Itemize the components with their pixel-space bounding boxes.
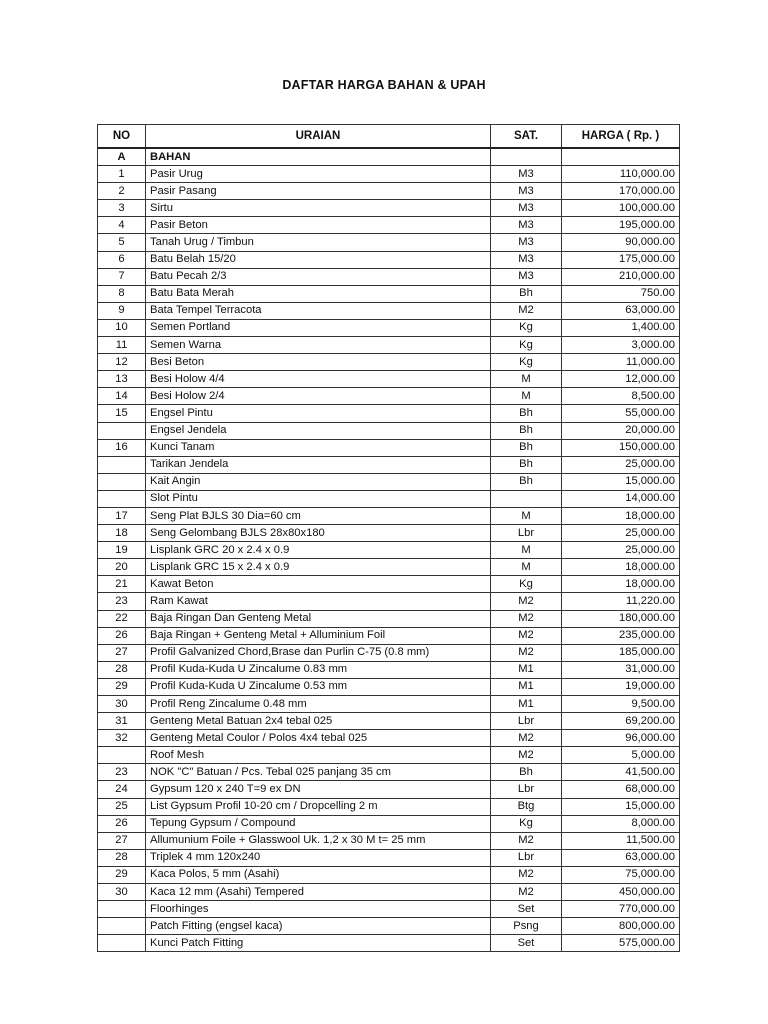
cell-uraian: Roof Mesh — [146, 747, 491, 764]
section-row — [98, 148, 680, 166]
cell-harga: 15,000.00 — [562, 798, 680, 815]
cell-no: 3 — [98, 200, 146, 217]
table-row — [98, 525, 680, 542]
cell-no: 28 — [98, 661, 146, 678]
cell-no: 6 — [98, 251, 146, 268]
cell-sat: Psng — [491, 918, 562, 935]
cell-harga: 195,000.00 — [562, 217, 680, 234]
cell-sat: M2 — [491, 593, 562, 610]
table-row — [98, 285, 680, 302]
header-row — [98, 125, 680, 149]
table-row — [98, 319, 680, 336]
cell-sat: Bh — [491, 764, 562, 781]
table-row — [98, 730, 680, 747]
cell-no — [98, 935, 146, 952]
cell-sat: M2 — [491, 832, 562, 849]
table-row — [98, 302, 680, 319]
cell-sat: Kg — [491, 319, 562, 336]
cell-no: 1 — [98, 166, 146, 183]
cell-sat: M1 — [491, 661, 562, 678]
cell-no: 31 — [98, 713, 146, 730]
table-row — [98, 217, 680, 234]
cell-sat: Set — [491, 935, 562, 952]
header-uraian: URAIAN — [146, 125, 491, 149]
table-row — [98, 576, 680, 593]
cell-harga: 8,000.00 — [562, 815, 680, 832]
cell-no: 30 — [98, 884, 146, 901]
cell-uraian: Kaca 12 mm (Asahi) Tempered — [146, 884, 491, 901]
cell-harga: 25,000.00 — [562, 456, 680, 473]
cell-harga: 180,000.00 — [562, 610, 680, 627]
cell-uraian: Besi Beton — [146, 354, 491, 371]
table-row — [98, 798, 680, 815]
table-row — [98, 849, 680, 866]
cell-sat: Kg — [491, 354, 562, 371]
table-row — [98, 354, 680, 371]
cell-harga: 19,000.00 — [562, 678, 680, 695]
cell-no: 27 — [98, 644, 146, 661]
cell-no: 24 — [98, 781, 146, 798]
table-row — [98, 234, 680, 251]
table-row — [98, 439, 680, 456]
cell-harga: 69,200.00 — [562, 713, 680, 730]
table-row — [98, 713, 680, 730]
cell-uraian: Genteng Metal Batuan 2x4 tebal 025 — [146, 713, 491, 730]
header-sat: SAT. — [491, 125, 562, 149]
cell-sat: Lbr — [491, 525, 562, 542]
cell-no: 19 — [98, 542, 146, 559]
cell-no: 9 — [98, 302, 146, 319]
cell-harga: 31,000.00 — [562, 661, 680, 678]
cell-harga: 100,000.00 — [562, 200, 680, 217]
cell-harga: 150,000.00 — [562, 439, 680, 456]
cell-no: 18 — [98, 525, 146, 542]
cell-harga: 18,000.00 — [562, 559, 680, 576]
cell-uraian: Lisplank GRC 20 x 2.4 x 0.9 — [146, 542, 491, 559]
cell-no: 25 — [98, 798, 146, 815]
cell-sat: Kg — [491, 576, 562, 593]
cell-no — [98, 490, 146, 507]
table-row — [98, 627, 680, 644]
cell-no: 15 — [98, 405, 146, 422]
cell-no: 26 — [98, 627, 146, 644]
cell-no: 4 — [98, 217, 146, 234]
header-harga: HARGA ( Rp. ) — [562, 125, 680, 149]
cell-uraian: Besi Holow 2/4 — [146, 388, 491, 405]
cell-no: 5 — [98, 234, 146, 251]
cell-uraian: Sirtu — [146, 200, 491, 217]
cell-sat: Bh — [491, 439, 562, 456]
cell-sat: Bh — [491, 456, 562, 473]
cell-sat: Btg — [491, 798, 562, 815]
table-row — [98, 268, 680, 285]
cell-harga: 8,500.00 — [562, 388, 680, 405]
table-row — [98, 593, 680, 610]
cell-uraian: Engsel Jendela — [146, 422, 491, 439]
cell-harga: 55,000.00 — [562, 405, 680, 422]
cell-no: 10 — [98, 319, 146, 336]
cell-sat: M — [491, 542, 562, 559]
table-row — [98, 405, 680, 422]
header-no: NO — [98, 125, 146, 149]
cell-harga: 770,000.00 — [562, 901, 680, 918]
cell-uraian: Semen Portland — [146, 319, 491, 336]
cell-harga: 18,000.00 — [562, 576, 680, 593]
cell-harga: 12,000.00 — [562, 371, 680, 388]
cell-sat: M2 — [491, 302, 562, 319]
cell-uraian: Tepung Gypsum / Compound — [146, 815, 491, 832]
table-row — [98, 337, 680, 354]
table-row — [98, 747, 680, 764]
cell-harga: 210,000.00 — [562, 268, 680, 285]
cell-no: 23 — [98, 593, 146, 610]
table-row — [98, 935, 680, 952]
cell-no: 23 — [98, 764, 146, 781]
cell-harga: 750.00 — [562, 285, 680, 302]
cell-harga: 800,000.00 — [562, 918, 680, 935]
cell-uraian: Bata Tempel Terracota — [146, 302, 491, 319]
cell-uraian: Batu Bata Merah — [146, 285, 491, 302]
table-row — [98, 490, 680, 507]
cell-harga: 185,000.00 — [562, 644, 680, 661]
cell-harga: 450,000.00 — [562, 884, 680, 901]
cell-no — [98, 901, 146, 918]
cell-sat: Bh — [491, 473, 562, 490]
cell-harga: 15,000.00 — [562, 473, 680, 490]
cell-harga: 110,000.00 — [562, 166, 680, 183]
cell-uraian: Batu Belah 15/20 — [146, 251, 491, 268]
cell-no — [98, 747, 146, 764]
table-row — [98, 661, 680, 678]
cell-sat: M1 — [491, 696, 562, 713]
cell-sat: M3 — [491, 268, 562, 285]
cell-uraian: Pasir Beton — [146, 217, 491, 234]
cell-harga: 18,000.00 — [562, 507, 680, 524]
cell-sat: M1 — [491, 678, 562, 695]
cell-uraian: Engsel Pintu — [146, 405, 491, 422]
cell-sat: M3 — [491, 200, 562, 217]
table-header — [98, 125, 680, 149]
cell-uraian: Triplek 4 mm 120x240 — [146, 849, 491, 866]
cell-sat: Kg — [491, 337, 562, 354]
cell-no — [98, 456, 146, 473]
cell-sat: M2 — [491, 747, 562, 764]
cell-sat: M — [491, 388, 562, 405]
table-row — [98, 764, 680, 781]
table-row — [98, 918, 680, 935]
cell-no: 12 — [98, 354, 146, 371]
cell-harga: 75,000.00 — [562, 866, 680, 883]
cell-uraian: Tanah Urug / Timbun — [146, 234, 491, 251]
cell-uraian: Batu Pecah 2/3 — [146, 268, 491, 285]
table-row — [98, 696, 680, 713]
cell-uraian: Kunci Patch Fitting — [146, 935, 491, 952]
cell-uraian: Besi Holow 4/4 — [146, 371, 491, 388]
cell-no: 13 — [98, 371, 146, 388]
cell-harga: 25,000.00 — [562, 542, 680, 559]
cell-harga: 68,000.00 — [562, 781, 680, 798]
cell-uraian: Tarikan Jendela — [146, 456, 491, 473]
table-row — [98, 610, 680, 627]
table-row — [98, 901, 680, 918]
cell-no: 16 — [98, 439, 146, 456]
cell-no: 30 — [98, 696, 146, 713]
cell-uraian: Pasir Pasang — [146, 183, 491, 200]
table-row — [98, 781, 680, 798]
cell-uraian: Floorhinges — [146, 901, 491, 918]
cell-uraian: Seng Gelombang BJLS 28x80x180 — [146, 525, 491, 542]
cell-sat: Lbr — [491, 713, 562, 730]
table-row — [98, 559, 680, 576]
table-row — [98, 815, 680, 832]
table-row — [98, 866, 680, 883]
table-row — [98, 251, 680, 268]
cell-no: 2 — [98, 183, 146, 200]
cell-uraian: Genteng Metal Coulor / Polos 4x4 tebal 025 — [146, 730, 491, 747]
table-row — [98, 166, 680, 183]
page-title: DAFTAR HARGA BAHAN & UPAH — [282, 78, 486, 92]
cell-harga: 175,000.00 — [562, 251, 680, 268]
cell-no: 27 — [98, 832, 146, 849]
cell-harga: 14,000.00 — [562, 490, 680, 507]
table-row — [98, 507, 680, 524]
table-row — [98, 388, 680, 405]
cell-uraian: Slot Pintu — [146, 490, 491, 507]
cell-uraian: Profil Kuda-Kuda U Zincalume 0.83 mm — [146, 661, 491, 678]
cell-uraian: Baja Ringan + Genteng Metal + Alluminium Foil — [146, 627, 491, 644]
cell-uraian: Kait Angin — [146, 473, 491, 490]
cell-uraian: Allumunium Foile + Glasswool Uk. 1,2 x 30 M t= 25 mm — [146, 832, 491, 849]
cell-uraian: Gypsum 120 x 240 T=9 ex DN — [146, 781, 491, 798]
cell-sat: M2 — [491, 866, 562, 883]
section-label: BAHAN — [146, 148, 491, 166]
cell-no: 21 — [98, 576, 146, 593]
cell-no — [98, 473, 146, 490]
cell-harga: 41,500.00 — [562, 764, 680, 781]
cell-uraian: Ram Kawat — [146, 593, 491, 610]
cell-no: 28 — [98, 849, 146, 866]
cell-sat: M3 — [491, 234, 562, 251]
cell-uraian: Profil Galvanized Chord,Brase dan Purlin C-75 (0.8 mm) — [146, 644, 491, 661]
section-harga — [562, 148, 680, 166]
cell-harga: 9,500.00 — [562, 696, 680, 713]
cell-uraian: Kawat Beton — [146, 576, 491, 593]
cell-harga: 96,000.00 — [562, 730, 680, 747]
cell-uraian: Semen Warna — [146, 337, 491, 354]
table-row — [98, 456, 680, 473]
cell-harga: 90,000.00 — [562, 234, 680, 251]
cell-sat: Kg — [491, 815, 562, 832]
cell-sat: M3 — [491, 166, 562, 183]
table-row — [98, 183, 680, 200]
cell-sat — [491, 490, 562, 507]
cell-no: 14 — [98, 388, 146, 405]
cell-sat: M2 — [491, 730, 562, 747]
cell-harga: 3,000.00 — [562, 337, 680, 354]
cell-harga: 63,000.00 — [562, 302, 680, 319]
cell-uraian: NOK "C" Batuan / Pcs. Tebal 025 panjang 35 cm — [146, 764, 491, 781]
cell-no — [98, 918, 146, 935]
cell-no: 7 — [98, 268, 146, 285]
cell-no: 20 — [98, 559, 146, 576]
cell-sat: M3 — [491, 251, 562, 268]
cell-uraian: Seng Plat BJLS 30 Dia=60 cm — [146, 507, 491, 524]
cell-sat: M3 — [491, 217, 562, 234]
cell-no: 22 — [98, 610, 146, 627]
cell-no: 29 — [98, 678, 146, 695]
cell-no: 8 — [98, 285, 146, 302]
cell-harga: 11,500.00 — [562, 832, 680, 849]
table-row — [98, 832, 680, 849]
cell-harga: 25,000.00 — [562, 525, 680, 542]
cell-no: 11 — [98, 337, 146, 354]
cell-sat: M — [491, 371, 562, 388]
cell-uraian: List Gypsum Profil 10-20 cm / Dropcelling 2 m — [146, 798, 491, 815]
cell-sat: Bh — [491, 422, 562, 439]
cell-harga: 11,000.00 — [562, 354, 680, 371]
cell-sat: M3 — [491, 183, 562, 200]
cell-sat: M — [491, 507, 562, 524]
table-row — [98, 473, 680, 490]
cell-uraian: Kunci Tanam — [146, 439, 491, 456]
cell-harga: 63,000.00 — [562, 849, 680, 866]
table-row — [98, 644, 680, 661]
table-row — [98, 200, 680, 217]
cell-harga: 170,000.00 — [562, 183, 680, 200]
cell-no: 26 — [98, 815, 146, 832]
cell-no — [98, 422, 146, 439]
cell-uraian: Kaca Polos, 5 mm (Asahi) — [146, 866, 491, 883]
cell-no: 17 — [98, 507, 146, 524]
cell-sat: Bh — [491, 405, 562, 422]
cell-sat: Lbr — [491, 849, 562, 866]
cell-sat: Bh — [491, 285, 562, 302]
table-row — [98, 422, 680, 439]
cell-sat: M2 — [491, 884, 562, 901]
price-table — [97, 124, 680, 952]
section-no: A — [98, 148, 146, 166]
cell-harga: 575,000.00 — [562, 935, 680, 952]
cell-harga: 11,220.00 — [562, 593, 680, 610]
cell-uraian: Baja Ringan Dan Genteng Metal — [146, 610, 491, 627]
cell-uraian: Patch Fitting (engsel kaca) — [146, 918, 491, 935]
section-sat — [491, 148, 562, 166]
cell-no: 29 — [98, 866, 146, 883]
cell-harga: 5,000.00 — [562, 747, 680, 764]
cell-sat: M2 — [491, 610, 562, 627]
cell-harga: 20,000.00 — [562, 422, 680, 439]
table-row — [98, 371, 680, 388]
cell-sat: M2 — [491, 644, 562, 661]
table-body — [98, 148, 680, 952]
cell-uraian: Pasir Urug — [146, 166, 491, 183]
cell-uraian: Profil Reng Zincalume 0.48 mm — [146, 696, 491, 713]
cell-sat: Set — [491, 901, 562, 918]
cell-sat: M2 — [491, 627, 562, 644]
cell-harga: 1,400.00 — [562, 319, 680, 336]
table-row — [98, 542, 680, 559]
cell-harga: 235,000.00 — [562, 627, 680, 644]
cell-uraian: Profil Kuda-Kuda U Zincalume 0.53 mm — [146, 678, 491, 695]
table-row — [98, 678, 680, 695]
table-row — [98, 884, 680, 901]
cell-uraian: Lisplank GRC 15 x 2.4 x 0.9 — [146, 559, 491, 576]
cell-sat: Lbr — [491, 781, 562, 798]
cell-sat: M — [491, 559, 562, 576]
cell-no: 32 — [98, 730, 146, 747]
